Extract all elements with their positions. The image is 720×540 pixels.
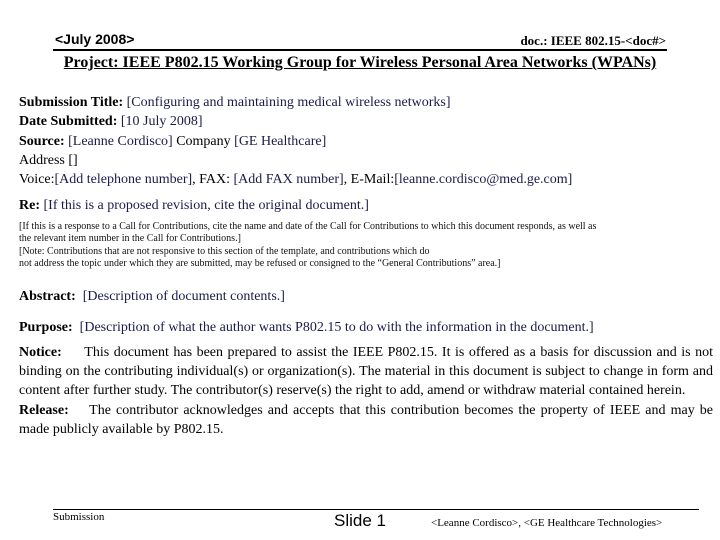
address-line	[19, 151, 572, 170]
fax-value: [Add FAX number]	[233, 172, 344, 188]
submission-title-label: Submission Title:	[19, 95, 124, 110]
purpose-value: [Description of what the author wants P802.15 to do with the information in the document.]	[79, 320, 594, 335]
notice-label: Notice:	[19, 345, 62, 360]
footer-divider	[53, 509, 699, 510]
re-label: Re:	[19, 198, 40, 213]
email-value: [leanne.cordisco@med.ge.com]	[394, 172, 573, 188]
footer-slide-number: Slide 1	[334, 511, 386, 530]
header-doc-id: doc.: IEEE 802.15-<doc#>	[520, 33, 666, 48]
footer-authors: <Leanne Cordisco>, <GE Healthcare Technologies>	[431, 517, 663, 529]
date-submitted-label: Date Submitted:	[19, 114, 118, 130]
release-paragraph	[19, 401, 713, 439]
instruction-line: [Note: Contributions that are not responsive to this section of the template, and contributions which do	[19, 245, 430, 257]
notice-release	[19, 343, 713, 439]
submission-title-value: [Configuring and maintaining medical wireless networks]	[126, 95, 451, 110]
notice-paragraph	[19, 343, 713, 401]
release-label: Release:	[19, 402, 69, 418]
email-label: , E-Mail:	[343, 172, 395, 188]
header-date: <July 2008>	[55, 31, 135, 47]
fax-label: , FAX:	[192, 172, 230, 188]
instruction-line: the relevant item number in the Call for Contributions.]	[19, 233, 241, 245]
source-value: [Leanne Cordisco]	[68, 133, 173, 149]
release-text: The contributor acknowledges and accepts that this contribution becomes the property of IEEE and may be made publicly available by P802.15.	[19, 402, 714, 437]
source-label: Source:	[19, 133, 65, 149]
instruction-line: not address the topic under which they are submitted, may be refused or consigned to the “General Contributions” area.]	[19, 257, 501, 269]
contact-line	[19, 170, 572, 189]
re-value: [If this is a proposed revision, cite the original document.]	[43, 198, 369, 213]
abstract-value: [Description of document contents.]	[82, 289, 285, 304]
abstract-label: Abstract:	[19, 289, 76, 304]
instructions	[19, 221, 596, 270]
abstract-line	[19, 287, 285, 306]
voice-label: Voice:	[19, 172, 55, 188]
address-value: []	[68, 152, 78, 168]
submission-title-line	[19, 93, 572, 112]
purpose-line	[19, 318, 594, 337]
purpose-label: Purpose:	[19, 320, 73, 335]
voice-value: [Add telephone number]	[54, 172, 193, 188]
instruction-line: [If this is a response to a Call for Contributions, cite the name and date of the Call for Contributions to which this document responds, as well as	[19, 221, 597, 232]
re-line	[19, 196, 369, 215]
company-value: [GE Healthcare]	[234, 133, 327, 149]
project-title: Project: IEEE P802.15 Working Group for Wireless Personal Area Networks (WPANs)	[63, 54, 657, 71]
date-submitted-line	[19, 112, 572, 131]
notice-text: This document has been prepared to assist the IEEE P802.15. It is offered as a basis for discussion and is not binding on the contributing individual(s) or organization(s). The material in this document is subject to change in form and content after further study. The contributor(s) reserve(s) the right to add, amend or withdraw material contained herein.	[19, 345, 714, 399]
date-submitted-value: [10 July 2008]	[120, 114, 203, 130]
company-label: Company	[176, 133, 231, 149]
address-label: Address	[19, 152, 65, 168]
header-divider	[53, 49, 667, 51]
submission-fields	[19, 93, 572, 189]
source-line	[19, 132, 572, 151]
footer-submission: Submission	[53, 511, 105, 523]
